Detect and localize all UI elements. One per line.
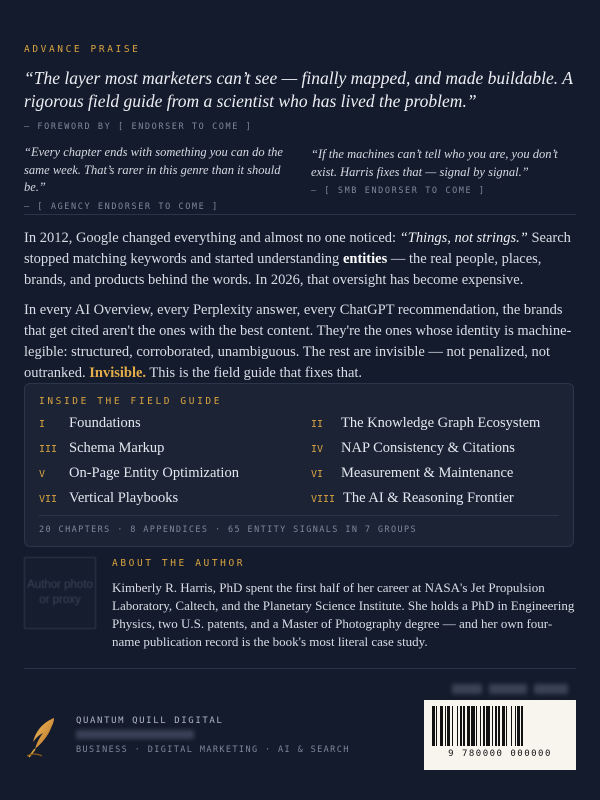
chapter-item: [311, 490, 551, 509]
chapter-title: Measurement & Maintenance: [341, 465, 514, 481]
chapter-title: Foundations: [69, 415, 141, 431]
publisher-block: [76, 716, 350, 755]
chapter-number: VII: [39, 494, 58, 505]
barcode-number: 9 780000 000000: [448, 749, 552, 759]
chapter-item: [39, 490, 311, 509]
blurred-text: [452, 684, 574, 696]
chapter-title: Vertical Playbooks: [69, 490, 179, 506]
chapter-number: VIII: [311, 494, 336, 505]
chapter-item: [311, 465, 551, 484]
description-section: [24, 228, 576, 384]
chapter-number: II: [311, 419, 324, 430]
isbn-barcode: [424, 700, 576, 770]
author-bio: Kimberly R. Harris, PhD spent the first half of her career at NASA's Jet Propulsion Laboratory, Caltech, and the Planetary Science Institute. She holds a PhD in Engineering Physics, two U.S. patents, and a Master of Photography degree — and her own four-name publication record is the book's most literal case study.: [112, 580, 575, 649]
advance-praise-section: [24, 44, 576, 212]
contents-label: INSIDE THE FIELD GUIDE: [39, 396, 223, 407]
contents-stats: 20 CHAPTERS · 8 APPENDICES · 65 ENTITY SIGNALS IN 7 GROUPS: [39, 515, 559, 535]
about-author-section: [112, 558, 578, 651]
about-author-label: ABOUT THE AUTHOR: [112, 558, 246, 569]
publisher-name: QUANTUM QUILL DIGITAL: [76, 716, 224, 726]
praise-quote-agency: [24, 144, 289, 212]
advance-praise-label: ADVANCE PRAISE: [24, 44, 141, 55]
chapter-title: Schema Markup: [69, 440, 165, 456]
chapter-item: [311, 415, 551, 434]
praise-quote-text: “Every chapter ends with something you can do the same week. That’s rarer in this genre than it should be.”: [24, 145, 283, 194]
field-guide-contents-box: [24, 383, 574, 547]
main-praise-attribution: — FOREWORD BY [ ENDORSER TO COME ]: [24, 122, 253, 132]
entities-emphasis: entities: [342, 251, 388, 267]
praise-quote-text: “If the machines can’t tell who you are, you don’t exist. Harris fixes that — signal by signal.”: [311, 147, 558, 179]
divider: [24, 214, 576, 215]
quill-icon: [24, 716, 62, 760]
divider: [24, 668, 576, 669]
chapter-number: IV: [311, 444, 324, 455]
chapter-item: [311, 440, 551, 459]
chapter-number: V: [39, 469, 46, 480]
things-not-strings-quote: “Things, not strings.”: [399, 230, 528, 246]
secondary-praise-quotes: [24, 144, 576, 212]
description-paragraph-1: In 2012, Google changed everything and almost no one noticed: “Things, not strings.” Search stopped matching keywords and started understanding entities — the real people, places, brands, and products behind the words. In 2026, that oversight has become expensive.: [24, 230, 571, 288]
chapter-title: The Knowledge Graph Ecosystem: [341, 415, 541, 431]
barcode-bars: [432, 706, 568, 746]
publisher-categories: BUSINESS · DIGITAL MARKETING · AI & SEARCH: [76, 745, 350, 755]
chapter-title: NAP Consistency & Citations: [341, 440, 515, 456]
invisible-emphasis: Invisible.: [89, 365, 147, 381]
praise-quote-attribution: — [ AGENCY ENDORSER TO COME ]: [24, 201, 219, 212]
author-photo-placeholder: Author photo or proxy: [24, 557, 96, 629]
praise-quote-smb: [311, 144, 576, 212]
chapter-number: VI: [311, 469, 324, 480]
main-praise-quote: “The layer most marketers can’t see — finally mapped, and made buildable. A rigorous field guide from a scientist who has lived the problem.”: [24, 68, 573, 111]
chapter-number: I: [39, 419, 46, 430]
chapter-number: III: [39, 444, 58, 455]
chapter-item: [39, 465, 311, 484]
praise-quote-attribution: — [ SMB ENDORSER TO COME ]: [311, 186, 486, 196]
chapter-item: [39, 440, 311, 459]
chapter-title: On-Page Entity Optimization: [69, 465, 239, 481]
blurred-text: [76, 730, 194, 739]
chapter-item: [39, 415, 311, 434]
chapter-title: The AI & Reasoning Frontier: [343, 490, 514, 506]
description-paragraph-2: In every AI Overview, every Perplexity answer, every ChatGPT recommendation, the brands that get cited aren't the ones with the best content. They're the ones whose identity is machine-legible: structured, corroborated, unambiguous. The rest are invisible — not penalized, not outranked. Invisible. This is the field guide that fixes that.: [24, 302, 572, 381]
barcode-bar: [523, 706, 526, 746]
chapter-list: [39, 415, 559, 509]
